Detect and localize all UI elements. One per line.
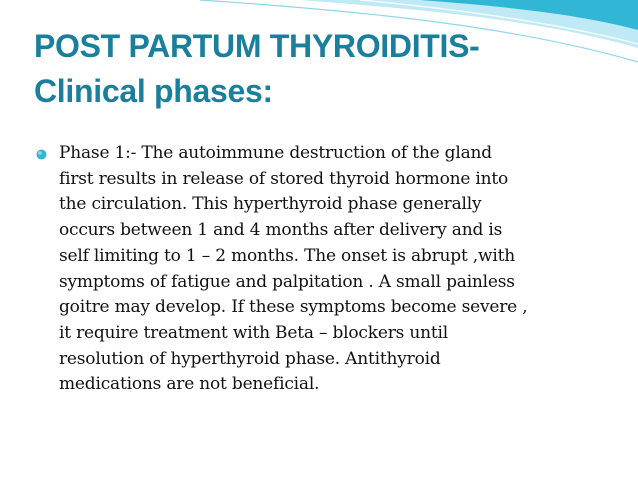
bullet-item (36, 141, 626, 398)
bullet-line: self limiting to 1 – 2 months. The onset is abrupt ,with (59, 245, 515, 266)
bullet-text (59, 141, 626, 398)
bullet-line: resolution of hyperthyroid phase. Antithyroid (59, 348, 441, 369)
bullet-line: it require treatment with Beta – blockers until (59, 322, 448, 343)
bullet-line: symptoms of fatigue and palpitation . A small painless (59, 271, 515, 292)
bullet-line: occurs between 1 and 4 months after delivery and is (59, 220, 503, 241)
slide-title (34, 24, 624, 114)
bullet-line: first results in release of stored thyroid hormone into (59, 168, 509, 189)
bullet-line: medications are not beneficial. (59, 374, 320, 395)
bullet-dot-icon (36, 149, 47, 160)
title-line-2: Clinical phases: (34, 73, 273, 109)
bullet-line: Phase 1:- The autoimmune destruction of the gland (59, 143, 492, 163)
title-line-1: POST PARTUM THYROIDITIS- (34, 28, 480, 64)
bullet-line: goitre may develop. If these symptoms become severe , (59, 297, 528, 318)
bullet-line: the circulation. This hyperthyroid phase generally (59, 194, 482, 215)
